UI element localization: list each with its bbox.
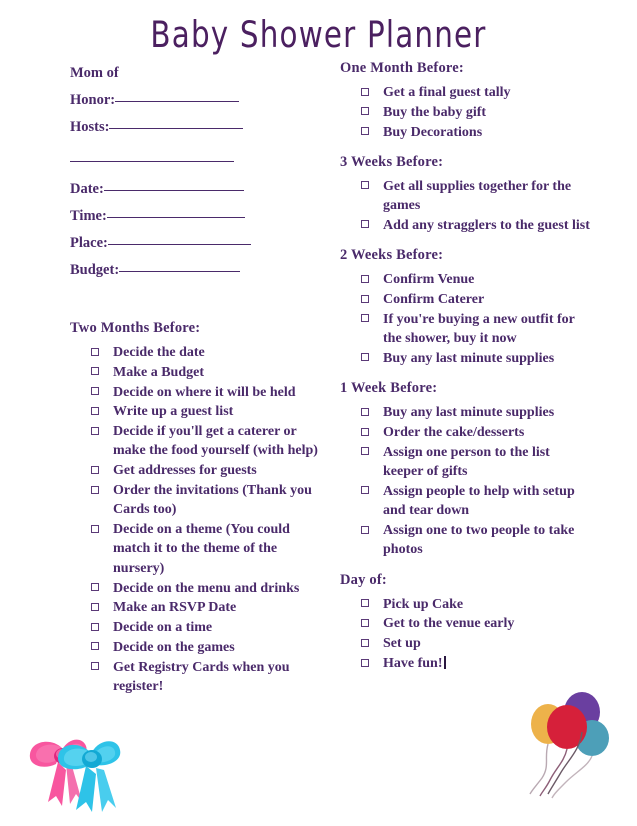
checklist-item-label: Set up <box>383 636 421 652</box>
checklist-item[interactable] <box>361 270 590 289</box>
checkbox-icon[interactable] <box>361 127 369 135</box>
checklist-item-label: Buy any last minute supplies <box>383 405 555 421</box>
checklist-item-label: Decide the date <box>113 345 205 360</box>
field-rule-honor[interactable] <box>115 101 239 102</box>
checklist-item-label: Decide on the games <box>113 639 235 655</box>
section-heading-one-month-before: One Month Before: <box>340 60 464 76</box>
field-mom-of-honor[interactable] <box>70 60 320 114</box>
checkbox-icon[interactable] <box>361 659 369 667</box>
checklist-item[interactable] <box>91 618 320 637</box>
checkbox-icon[interactable] <box>361 639 369 647</box>
checklist-item-label: Order the cake/desserts <box>383 425 525 441</box>
checkbox-icon[interactable] <box>91 662 99 670</box>
page-title: Baby Shower Planner <box>150 14 487 57</box>
checkbox-icon[interactable] <box>361 88 369 96</box>
checklist-item-label: Get to the venue early <box>383 616 515 632</box>
left-column <box>70 60 320 697</box>
checklist-item-label: Get a final guest tally <box>383 85 511 100</box>
checklist-item-label: Buy the baby gift <box>383 104 487 120</box>
checkbox-icon[interactable] <box>361 599 369 607</box>
checklist-item-label: Make a Budget <box>113 364 204 380</box>
checklist-item[interactable] <box>91 481 320 520</box>
checklist-item-label: Decide on a theme (You could match it to the theme of the nursery) <box>113 522 290 576</box>
checklist-item[interactable] <box>361 654 590 673</box>
checkbox-icon[interactable] <box>91 367 99 375</box>
event-details-form <box>70 60 320 284</box>
checklist-item[interactable] <box>361 482 590 521</box>
field-label-time: Time: <box>70 208 107 224</box>
checklist-item-label: Order the invitations (Thank you Cards too) <box>113 483 312 518</box>
checkbox-icon[interactable] <box>91 603 99 611</box>
field-budget[interactable] <box>70 257 320 284</box>
checklist-item[interactable] <box>361 634 590 653</box>
checklist-item[interactable] <box>91 461 320 480</box>
field-rule-time[interactable] <box>107 217 245 218</box>
checklist-item-label: Assign people to help with setup and tear down <box>383 483 575 519</box>
checklist-item[interactable] <box>361 423 590 442</box>
checklist-item[interactable] <box>91 579 320 598</box>
checkbox-icon[interactable] <box>91 407 99 415</box>
balloons-decoration-icon <box>520 690 630 815</box>
checklist-item-label: Have fun! <box>383 656 443 672</box>
field-label-budget: Budget: <box>70 262 120 278</box>
checklist-item[interactable] <box>361 310 590 349</box>
checkbox-icon[interactable] <box>91 427 99 435</box>
checklist-item-label: Make an RSVP Date <box>113 600 237 616</box>
checklist-item-label: Get all supplies together for the games <box>383 178 572 214</box>
checklist-item[interactable] <box>91 383 320 402</box>
field-rule-hosts[interactable] <box>109 128 243 129</box>
checklist-item[interactable] <box>361 177 590 216</box>
checklist-item-label: Assign one to two people to take photos <box>383 523 575 558</box>
checkbox-icon[interactable] <box>361 447 369 455</box>
checkbox-icon[interactable] <box>91 583 99 591</box>
checklist-item[interactable] <box>361 290 590 309</box>
checklist-item[interactable] <box>91 598 320 617</box>
checkbox-icon[interactable] <box>91 642 99 650</box>
checkbox-icon[interactable] <box>361 486 369 494</box>
checkbox-icon[interactable] <box>91 525 99 533</box>
checklist-item-label: Add any stragglers to the guest list <box>383 217 590 233</box>
checkbox-icon[interactable] <box>361 428 369 436</box>
checklist-item[interactable] <box>361 123 590 142</box>
checkbox-icon[interactable] <box>91 466 99 474</box>
checkbox-icon[interactable] <box>361 107 369 115</box>
checklist-item[interactable] <box>361 614 590 633</box>
field-label-honor: Honor: <box>70 92 116 108</box>
checklist-item-label: Assign one person to the list keeper of gifts <box>383 444 550 480</box>
section-heading-2-weeks-before: 2 Weeks Before: <box>340 247 444 264</box>
checklist-item[interactable] <box>361 443 590 482</box>
checklist-item[interactable] <box>91 422 320 461</box>
checklist-two-months-before <box>70 343 320 696</box>
field-date[interactable] <box>70 176 320 203</box>
checklist-item[interactable] <box>91 638 320 657</box>
section-heading-1-week-before: 1 Week Before: <box>340 380 438 397</box>
checkbox-icon[interactable] <box>361 408 369 416</box>
right-column <box>340 60 590 674</box>
field-rule-date[interactable] <box>104 190 244 191</box>
checklist-item-label: Write up a guest list <box>113 404 234 420</box>
field-label-mom-of: Mom of <box>70 65 119 81</box>
checklist-item-label: Get Registry Cards when you register! <box>113 659 290 695</box>
checklist-item-label: Pick up Cake <box>383 596 464 612</box>
field-rule-budget[interactable] <box>119 271 240 272</box>
checklist-2-weeks-before <box>340 270 590 368</box>
checklist-item[interactable] <box>361 83 590 102</box>
checklist-item-label: Decide on where it will be held <box>113 384 296 400</box>
checklist-item-label: If you're buying a new outfit for the shower, buy it now <box>383 311 575 347</box>
checkbox-icon[interactable] <box>91 486 99 494</box>
field-rule-place[interactable] <box>108 244 251 245</box>
field-label-place: Place: <box>70 235 108 251</box>
checklist-item[interactable] <box>91 520 320 578</box>
field-hosts[interactable] <box>70 114 320 141</box>
checklist-item[interactable] <box>361 103 590 122</box>
checklist-item-label: Get addresses for guests <box>113 463 257 479</box>
checklist-day-of <box>340 595 590 674</box>
checkbox-icon[interactable] <box>361 275 369 283</box>
checklist-item-label: Buy any last minute supplies <box>383 350 555 366</box>
checklist-1-week-before <box>340 403 590 559</box>
section-heading-day-of: Day of: <box>340 571 387 588</box>
checklist-item[interactable] <box>361 521 590 560</box>
checkbox-icon[interactable] <box>361 353 369 361</box>
checklist-item[interactable] <box>361 216 590 235</box>
checklist-item-label: Decide if you'll get a caterer or make the food yourself (with help) <box>113 424 318 459</box>
checklist-item[interactable] <box>91 343 320 362</box>
checkbox-icon[interactable] <box>361 295 369 303</box>
checkbox-icon[interactable] <box>361 619 369 627</box>
checkbox-icon[interactable] <box>91 348 99 356</box>
checklist-one-month-before <box>340 83 590 142</box>
checklist-item[interactable] <box>91 402 320 421</box>
checkbox-icon[interactable] <box>91 387 99 395</box>
checklist-item[interactable] <box>361 595 590 614</box>
checkbox-icon[interactable] <box>361 314 369 322</box>
checkbox-icon[interactable] <box>361 220 369 228</box>
field-time[interactable] <box>70 203 320 230</box>
checklist-item-label: Confirm Caterer <box>383 292 485 308</box>
text-cursor <box>444 656 446 669</box>
checkbox-icon[interactable] <box>361 181 369 189</box>
checklist-item[interactable] <box>91 363 320 382</box>
checkbox-icon[interactable] <box>361 526 369 534</box>
checklist-item[interactable] <box>91 658 320 697</box>
field-place[interactable] <box>70 230 320 257</box>
field-label-hosts: Hosts: <box>70 119 110 135</box>
field-rule-hosts-overflow[interactable] <box>70 161 234 162</box>
checklist-item[interactable] <box>361 349 590 368</box>
checklist-item-label: Buy Decorations <box>383 124 483 140</box>
checklist-3-weeks-before <box>340 177 590 235</box>
checkbox-icon[interactable] <box>91 623 99 631</box>
bows-decoration-icon <box>8 718 138 818</box>
checklist-item-label: Confirm Venue <box>383 272 475 288</box>
checklist-item-label: Decide on the menu and drinks <box>113 580 300 596</box>
section-heading-two-months-before: Two Months Before: <box>70 320 201 336</box>
checklist-item[interactable] <box>361 403 590 422</box>
field-label-date: Date: <box>70 181 104 197</box>
checklist-item-label: Decide on a time <box>113 620 213 636</box>
section-heading-3-weeks-before: 3 Weeks Before: <box>340 153 444 170</box>
